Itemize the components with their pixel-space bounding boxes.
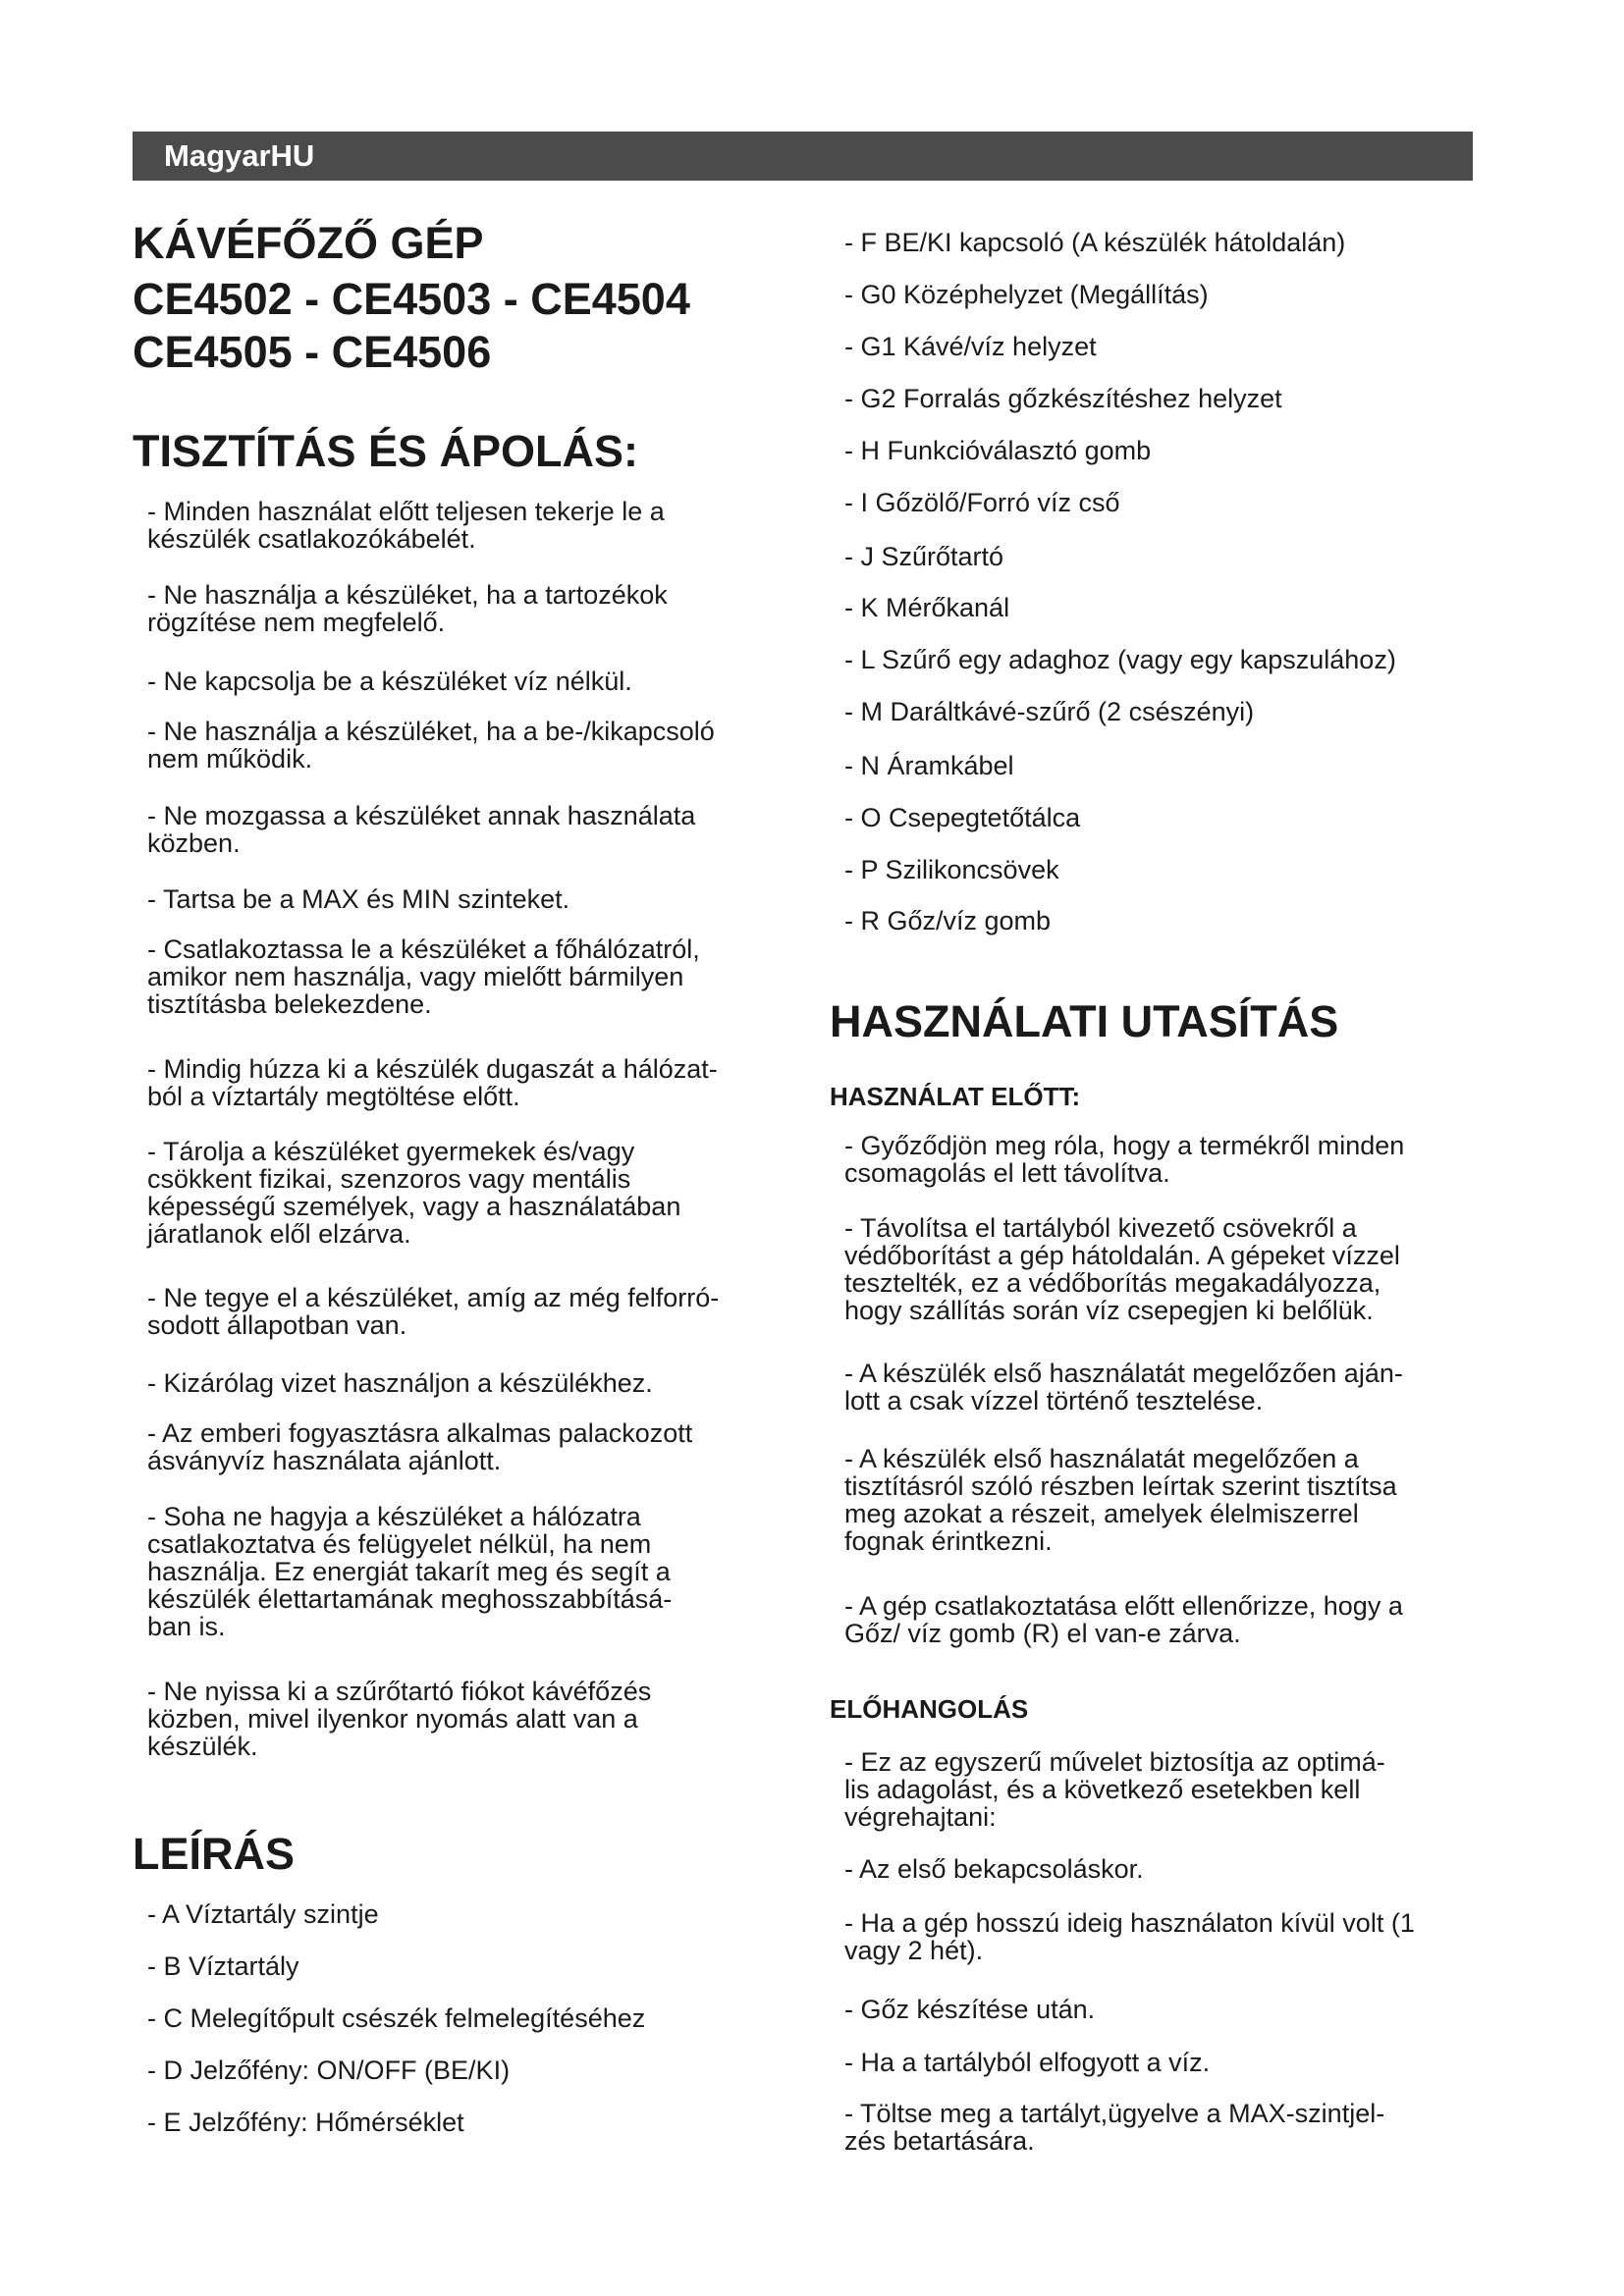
cleaning-item: - Mindig húzza ki a készülék dugaszát a hálózat- ból a víztartály megtöltése előtt. [147,1054,718,1111]
before-use-item: - Távolítsa el tartályból kivezető csövekről a védőborítást a gép hátoldalán. A gépeket vízzel tesztelték, ez a védőborítás megakadályozza, hogy szállítás során víz csepegjen ki belőlük. [844,1213,1400,1325]
cleaning-item: - Ne kapcsolja be a készüléket víz nélkül. [147,667,632,696]
cleaning-item: - Tartsa be a MAX és MIN szinteket. [147,884,570,914]
before-use-item: - A készülék első használatát megelőzően aján- lott a csak vízzel történő tesztelése. [844,1359,1403,1415]
usage-heading: HASZNÁLATI UTASÍTÁS [830,996,1339,1046]
document-title: KÁVÉFŐZŐ GÉP [133,218,484,268]
before-use-item: - A gép csatlakoztatása előtt ellenőrizze, hogy a Gőz/ víz gomb (R) el van-e zárva. [844,1591,1403,1648]
before-use-heading: HASZNÁLAT ELŐTT: [830,1082,1081,1111]
description-item: - I Gőzölő/Forró víz cső [844,488,1120,517]
description-item: - F BE/KI kapcsoló (A készülék hátoldalán) [844,228,1346,257]
cleaning-item: - Ne nyissa ki a szűrőtartó fiókot kávéfőzés közben, mivel ilyenkor nyomás alatt van a készülék. [147,1677,652,1761]
cleaning-item: - Minden használat előtt teljesen tekerje le a készülék csatlakozókábelét. [147,497,665,554]
cleaning-item: - Ne tegye el a készüléket, amíg az még felforró- sodott állapotban van. [147,1283,720,1340]
description-item: - L Szűrő egy adaghoz (vagy egy kapszulához) [844,645,1396,674]
model-numbers-line-1: CE4502 - CE4503 - CE4504 [133,274,690,324]
before-use-item: - Győződjön meg róla, hogy a termékről minden csomagolás el lett távolítva. [844,1131,1405,1188]
cleaning-item: - Ne használja a készüléket, ha a be-/kikapcsoló nem működik. [147,717,715,774]
description-item: - P Szilikoncsövek [844,855,1059,884]
description-item: - D Jelzőfény: ON/OFF (BE/KI) [147,2056,511,2085]
cleaning-heading: TISZTÍTÁS ÉS ÁPOLÁS: [133,426,639,476]
description-item: - J Szűrőtartó [844,542,1004,571]
description-item: - R Gőz/víz gomb [844,906,1052,935]
cleaning-item: - Ne használja a készüléket, ha a tartozékok rögzítése nem megfelelő. [147,580,668,637]
cleaning-item: - Ne mozgassa a készüléket annak használata közben. [147,801,696,858]
description-item: - E Jelzőfény: Hőmérséklet [147,2108,464,2137]
priming-item: - Töltse meg a tartályt,ügyelve a MAX-szintjel- zés betartására. [844,2099,1385,2156]
cleaning-item: - Kizárólag vizet használjon a készülékhez. [147,1368,653,1398]
model-numbers-line-2: CE4505 - CE4506 [133,327,492,377]
language-header-bar [133,132,1473,181]
language-label: MagyarHU [164,138,315,173]
description-item: - O Csepegtetőtálca [844,803,1081,832]
description-item: - G2 Forralás gőzkészítéshez helyzet [844,384,1282,413]
cleaning-item: - Soha ne hagyja a készüléket a hálózatra csatlakoztatva és felügyelet nélkül, ha nem használja. Ez energiát takarít meg és segít a készülék élettartamának meghosszabbításá- ban is. [147,1502,673,1641]
cleaning-item: - Csatlakoztassa le a készüléket a főhálózatról, amikor nem használja, vagy mielőtt bármilyen tisztításba belekezdene. [147,934,700,1019]
description-item: - B Víztartály [147,1951,299,1981]
priming-item: - Ez az egyszerű művelet biztosítja az optimá- lis adagolást, és a következő esetekben kell végrehajtani: [844,1747,1385,1832]
description-item: - A Víztartály szintje [147,1899,379,1929]
description-item: - N Áramkábel [844,751,1014,780]
cleaning-item: - Tárolja a készüléket gyermekek és/vagy csökkent fizikai, szenzoros vagy mentális képességű személyek, vagy a használatában járatlanok elől elzárva. [147,1137,681,1249]
cleaning-item: - Az emberi fogyasztásra alkalmas palackozott ásványvíz használata ajánlott. [147,1418,693,1475]
description-item: - G0 Középhelyzet (Megállítás) [844,280,1209,309]
priming-item: - Az első bekapcsoláskor. [844,1854,1144,1884]
description-heading: LEÍRÁS [133,1829,296,1879]
before-use-item: - A készülék első használatát megelőzően a tisztításról szóló részben leírtak szerint tisztítsa meg azokat a részeit, amelyek élelmiszerrel fognak érintkezni. [844,1444,1397,1556]
description-item: - K Mérőkanál [844,593,1010,622]
priming-heading: ELŐHANGOLÁS [830,1694,1029,1724]
priming-item: - Ha a gép hosszú ideig használaton kívül volt (1 vagy 2 hét). [844,1908,1415,1965]
description-item: - H Funkcióválasztó gomb [844,436,1152,465]
priming-item: - Gőz készítése után. [844,1995,1096,2024]
description-item: - C Melegítőpult csészék felmelegítéséhez [147,2003,646,2033]
description-item: - M Daráltkávé-szűrő (2 csészényi) [844,697,1255,726]
description-item: - G1 Kávé/víz helyzet [844,332,1097,361]
priming-item: - Ha a tartályból elfogyott a víz. [844,2048,1211,2077]
